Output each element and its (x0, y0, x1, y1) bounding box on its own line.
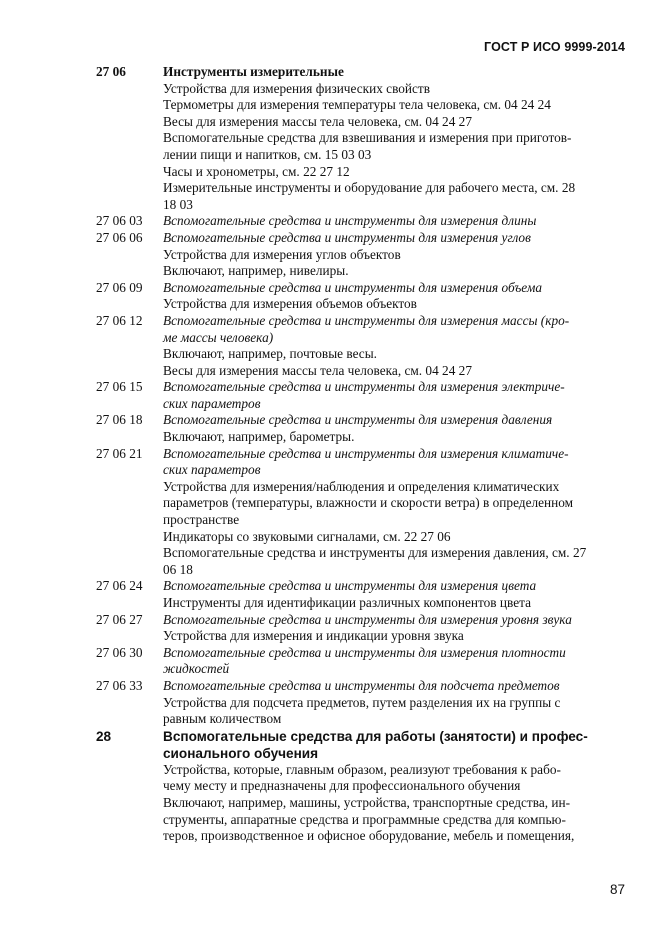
entry-code: 27 06 15 (96, 379, 143, 395)
entry-27-06-21 (96, 446, 616, 579)
entry-line: Включают, например, барометры. (163, 429, 355, 445)
entry-line: Часы и хронометры, см. 22 27 12 (163, 163, 350, 179)
entry-title-cont: ме массы человека) (163, 329, 274, 345)
entry-line: Вспомогательные средства для взвешивания и измерения при приготов- (163, 130, 572, 146)
entry-title: Вспомогательные средства и инструменты для подсчета предметов (163, 677, 560, 693)
entry-27-06-12 (96, 313, 616, 379)
entry-27-06-15 (96, 379, 616, 412)
entry-code: 27 06 (96, 64, 126, 79)
entry-body (163, 230, 616, 280)
entry-line: теров, производственное и офисное оборудование, мебель и помещения, (163, 828, 575, 844)
entry-line: Включают, например, почтовые весы. (163, 346, 377, 362)
entry-body (163, 678, 616, 728)
entry-line: Устройства для измерения и индикации уровня звука (163, 628, 464, 644)
entry-27-06-03 (96, 213, 616, 230)
entry-line: Измерительные инструменты и оборудование для рабочего места, см. 28 (163, 180, 576, 196)
entry-title: Вспомогательные средства и инструменты для измерения плотности (163, 644, 566, 660)
entry-title: Инструменты измерительные (163, 64, 344, 79)
entry-line: параметров (температуры, влажности и скорости ветра) в определенном (163, 495, 574, 511)
entry-line: 06 18 (163, 561, 193, 577)
page-number: 87 (609, 882, 625, 897)
entry-code: 28 (96, 728, 112, 744)
entry-title-cont: жидкостей (163, 661, 230, 677)
entry-line: Устройства для измерения углов объектов (163, 246, 401, 262)
entry-code: 27 06 12 (96, 312, 143, 328)
entry-line: Весы для измерения массы тела человека, см. 04 24 27 (163, 362, 472, 378)
entry-body (163, 578, 616, 611)
entry-code: 27 06 18 (96, 412, 143, 428)
entry-title: Вспомогательные средства и инструменты для измерения давления (163, 412, 553, 428)
document-header: ГОСТ Р ИСО 9999-2014 (484, 40, 625, 54)
entry-line: равным количеством (163, 711, 282, 727)
entry-27-06-09 (96, 280, 616, 313)
entry-title: Вспомогательные средства и инструменты для измерения электриче- (163, 379, 565, 395)
entry-title-cont: ских параметров (163, 395, 261, 411)
entry-line: Устройства для подсчета предметов, путем разделения их на группы с (163, 694, 561, 710)
entry-line: Устройства для измерения объемов объектов (163, 296, 417, 312)
entry-title: Вспомогательные средства и инструменты для измерения углов (163, 229, 531, 245)
entry-line: Устройства для измерения/наблюдения и определения климатических (163, 478, 560, 494)
entry-title: Вспомогательные средства и инструменты для измерения объема (163, 279, 542, 295)
entry-line: Индикаторы со звуковыми сигналами, см. 22 27 06 (163, 528, 451, 544)
entry-body (163, 728, 616, 845)
entry-title: Вспомогательные средства и инструменты для измерения цвета (163, 578, 537, 594)
entry-body (163, 64, 616, 213)
entry-line: чему месту и предназначены для профессионального обучения (163, 778, 521, 794)
entry-line: Термометры для измерения температуры тела человека, см. 04 24 24 (163, 97, 551, 113)
entry-body (163, 213, 616, 230)
entry-27-06 (96, 64, 616, 213)
entry-27-06-06 (96, 230, 616, 280)
entry-line: пространстве (163, 512, 240, 528)
entry-line: Включают, например, нивелиры. (163, 263, 349, 279)
entry-body (163, 412, 616, 445)
entry-line: Инструменты для идентификации различных компонентов цвета (163, 595, 532, 610)
entry-code: 27 06 03 (96, 213, 143, 229)
entry-body (163, 313, 616, 379)
entry-body (163, 379, 616, 412)
entry-title: Вспомогательные средства и инструменты для измерения климатиче- (163, 445, 569, 461)
entry-code: 27 06 09 (96, 279, 143, 295)
entry-body (163, 612, 616, 645)
entry-line: Включают, например, машины, устройства, транспортные средства, ин- (163, 794, 571, 810)
entry-28 (96, 728, 616, 845)
entry-27-06-27 (96, 612, 616, 645)
entry-code: 27 06 30 (96, 644, 143, 660)
entry-title: Вспомогательные средства и инструменты для измерения уровня звука (163, 611, 572, 627)
entry-line: лении пищи и напитков, см. 15 03 03 (163, 146, 372, 162)
entry-code: 27 06 33 (96, 677, 143, 693)
entry-title-cont: сионального обучения (163, 745, 319, 761)
classification-list (96, 64, 616, 845)
entry-line: Весы для измерения массы тела человека, см. 04 24 27 (163, 113, 472, 129)
entry-title-cont: ских параметров (163, 462, 261, 478)
entry-code: 27 06 27 (96, 611, 143, 627)
entry-line: Устройства для измерения физических свойств (163, 80, 431, 96)
entry-line: Вспомогательные средства и инструменты для измерения давления, см. 27 (163, 545, 587, 561)
entry-27-06-33 (96, 678, 616, 728)
entry-title: Вспомогательные средства для работы (занятости) и профес- (163, 728, 588, 744)
entry-27-06-24 (96, 578, 616, 611)
entry-code: 27 06 06 (96, 229, 143, 245)
entry-body (163, 280, 616, 313)
entry-line: струменты, аппаратные средства и программные средства для компью- (163, 811, 566, 827)
entry-27-06-18 (96, 412, 616, 445)
entry-body (163, 446, 616, 579)
entry-body (163, 645, 616, 678)
entry-line: 18 03 (163, 196, 193, 212)
entry-code: 27 06 21 (96, 445, 143, 461)
entry-title: Вспомогательные средства и инструменты для измерения массы (кро- (163, 312, 570, 328)
entry-code: 27 06 24 (96, 578, 143, 594)
entry-line: Устройства, которые, главным образом, реализуют требования к рабо- (163, 761, 561, 777)
entry-27-06-30 (96, 645, 616, 678)
entry-title: Вспомогательные средства и инструменты для измерения длины (163, 213, 537, 229)
